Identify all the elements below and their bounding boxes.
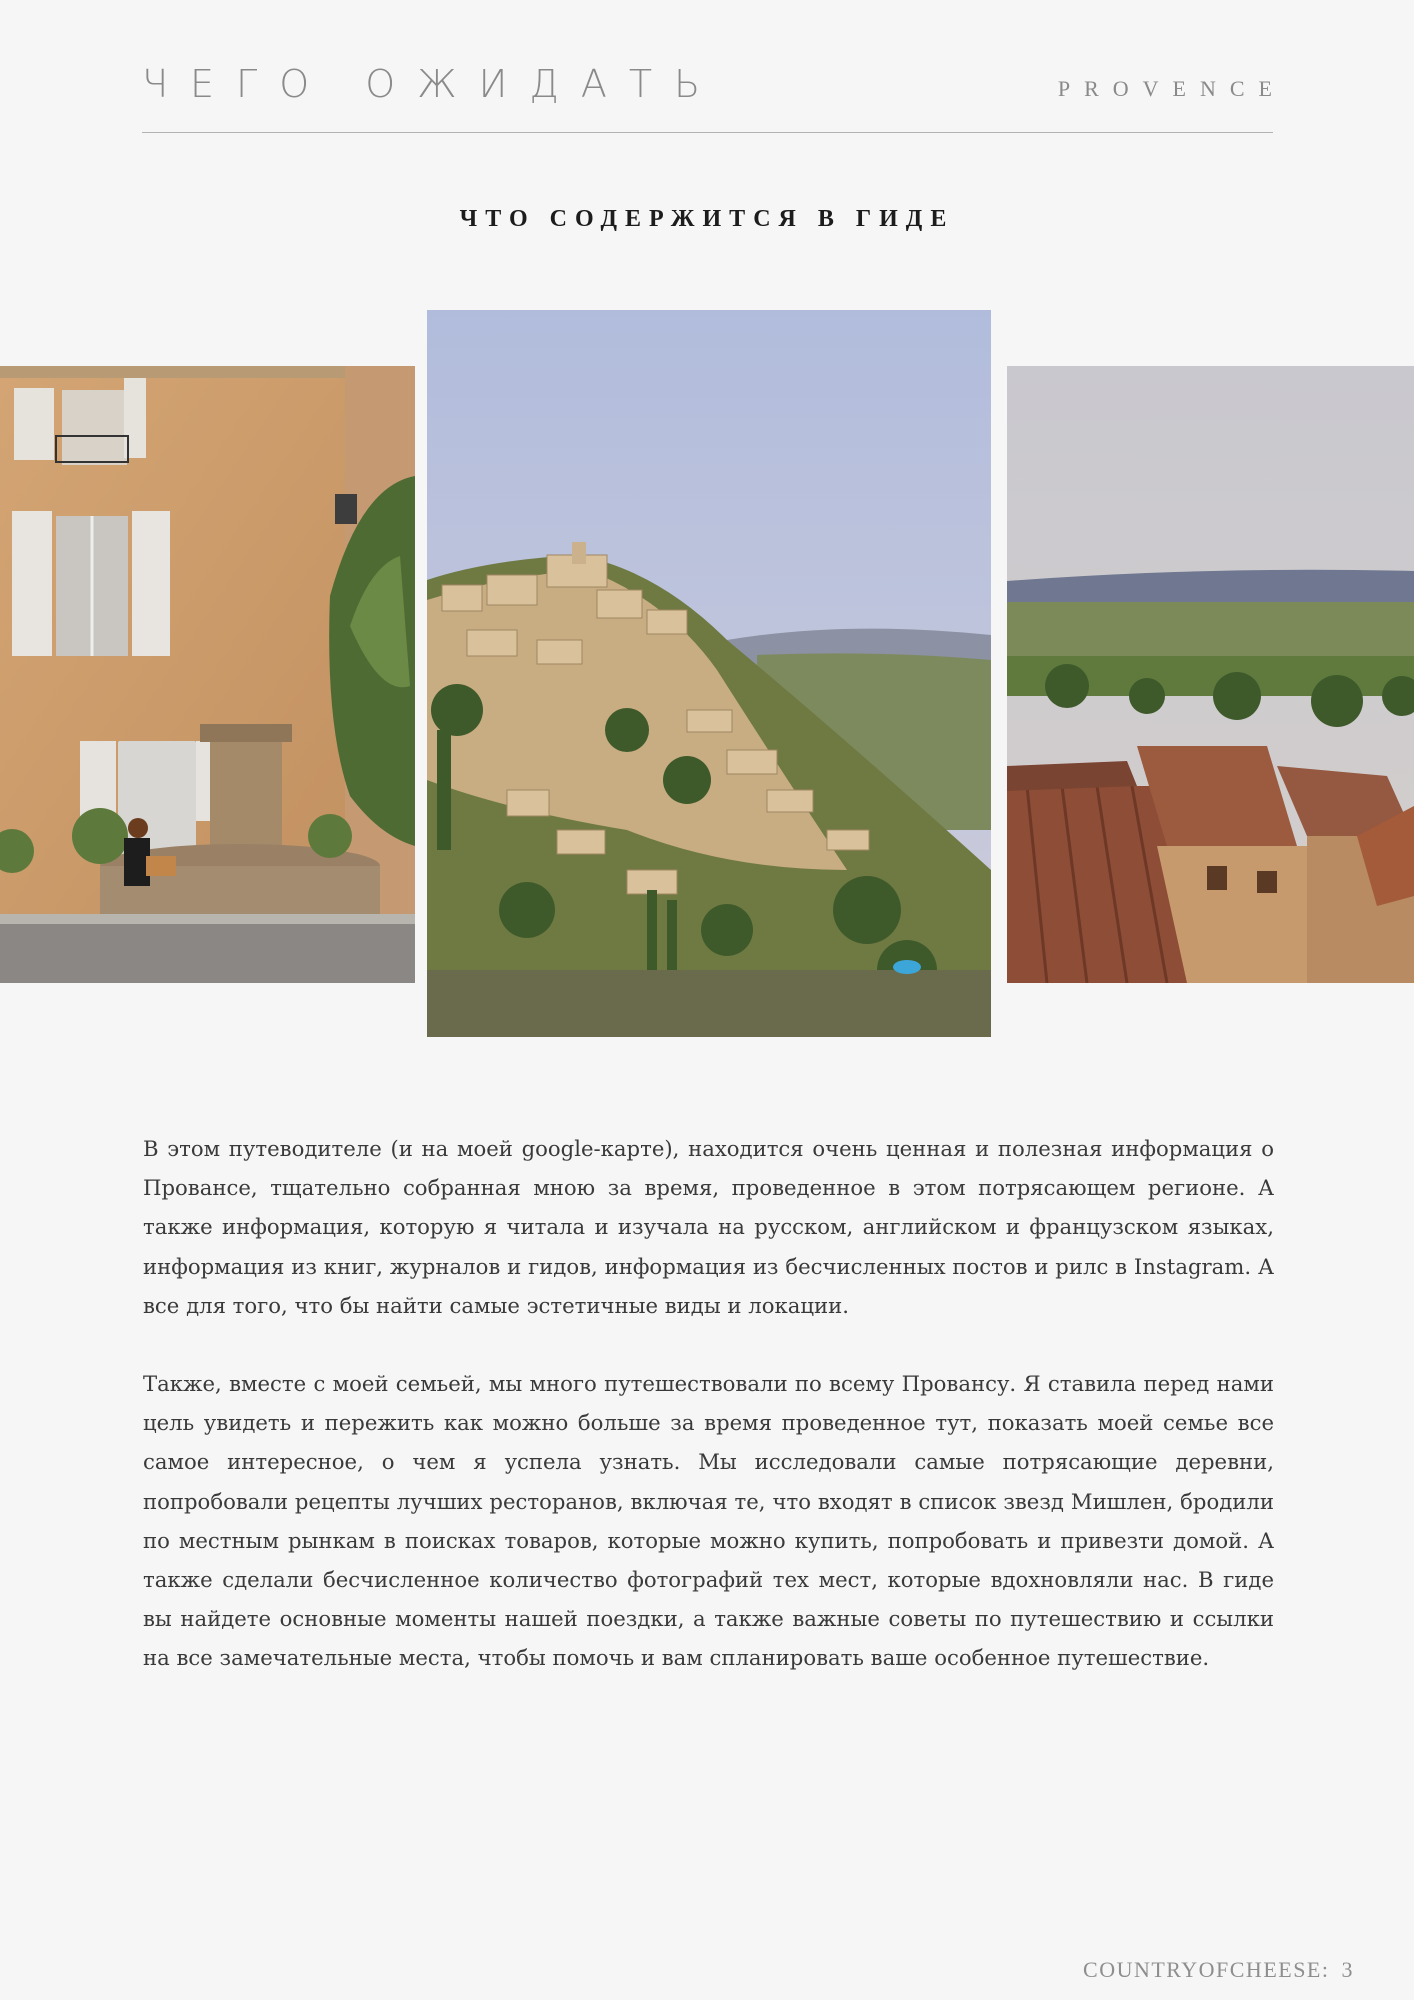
page-number: 3 (1341, 1957, 1354, 1982)
intro-paragraph-1: В этом путеводителе (и на моей google-карте), находится очень ценная и полезная информация о Провансе, тщательно собранная мною за время, проведенное в этом потрясающем регионе. А также информация, которую я читала и изучала на русском, английском и французском языках, информация из книг, журналов и гидов, информация из бесчисленных постов и рилс в Instagram. А все для того, что бы найти самые эстетичные виды и локации. (143, 1136, 1274, 1318)
footer-brand: COUNTRYOFCHEESE: (1083, 1957, 1330, 1982)
photo-provencal-house-image (0, 366, 415, 983)
section-title: ЧТО СОДЕРЖИТСЯ В ГИДЕ (459, 206, 955, 232)
photo-hilltop-village (427, 310, 991, 1037)
page-footer (1083, 1957, 1354, 1983)
photo-provencal-house (0, 366, 415, 983)
page-header-title: ЧЕГО ОЖИДАТЬ (142, 62, 723, 106)
intro-paragraph-2: Также, вместе с моей семьей, мы много путешествовали по всему Провансу. Я ставила перед нами цель увидеть и пережить как можно больше за время проведенное тут, показать моей семье все самое интересное, о чем я успела узнать. Мы исследовали самые потрясающие деревни, попробовали рецепты лучших ресторанов, включая те, что входят в список звезд Мишлен, бродили по местным рынкам в поисках товаров, которые можно купить, попробовать и привезти домой. А также сделали бесчисленное количество фотографий тех мест, которые вдохновляли нас. В гиде вы найдете основные моменты нашей поездки, а также важные советы по путешествию и ссылки на все замечательные места, чтобы помочь и вам спланировать ваше особенное путешествие. (143, 1371, 1274, 1671)
header-divider (142, 132, 1273, 133)
photo-rooftops-valley (1007, 366, 1414, 983)
photo-hilltop-village-image (427, 310, 991, 1037)
page-header-brand: PROVENCE (1057, 76, 1286, 101)
photo-rooftops-valley-image (1007, 366, 1414, 983)
